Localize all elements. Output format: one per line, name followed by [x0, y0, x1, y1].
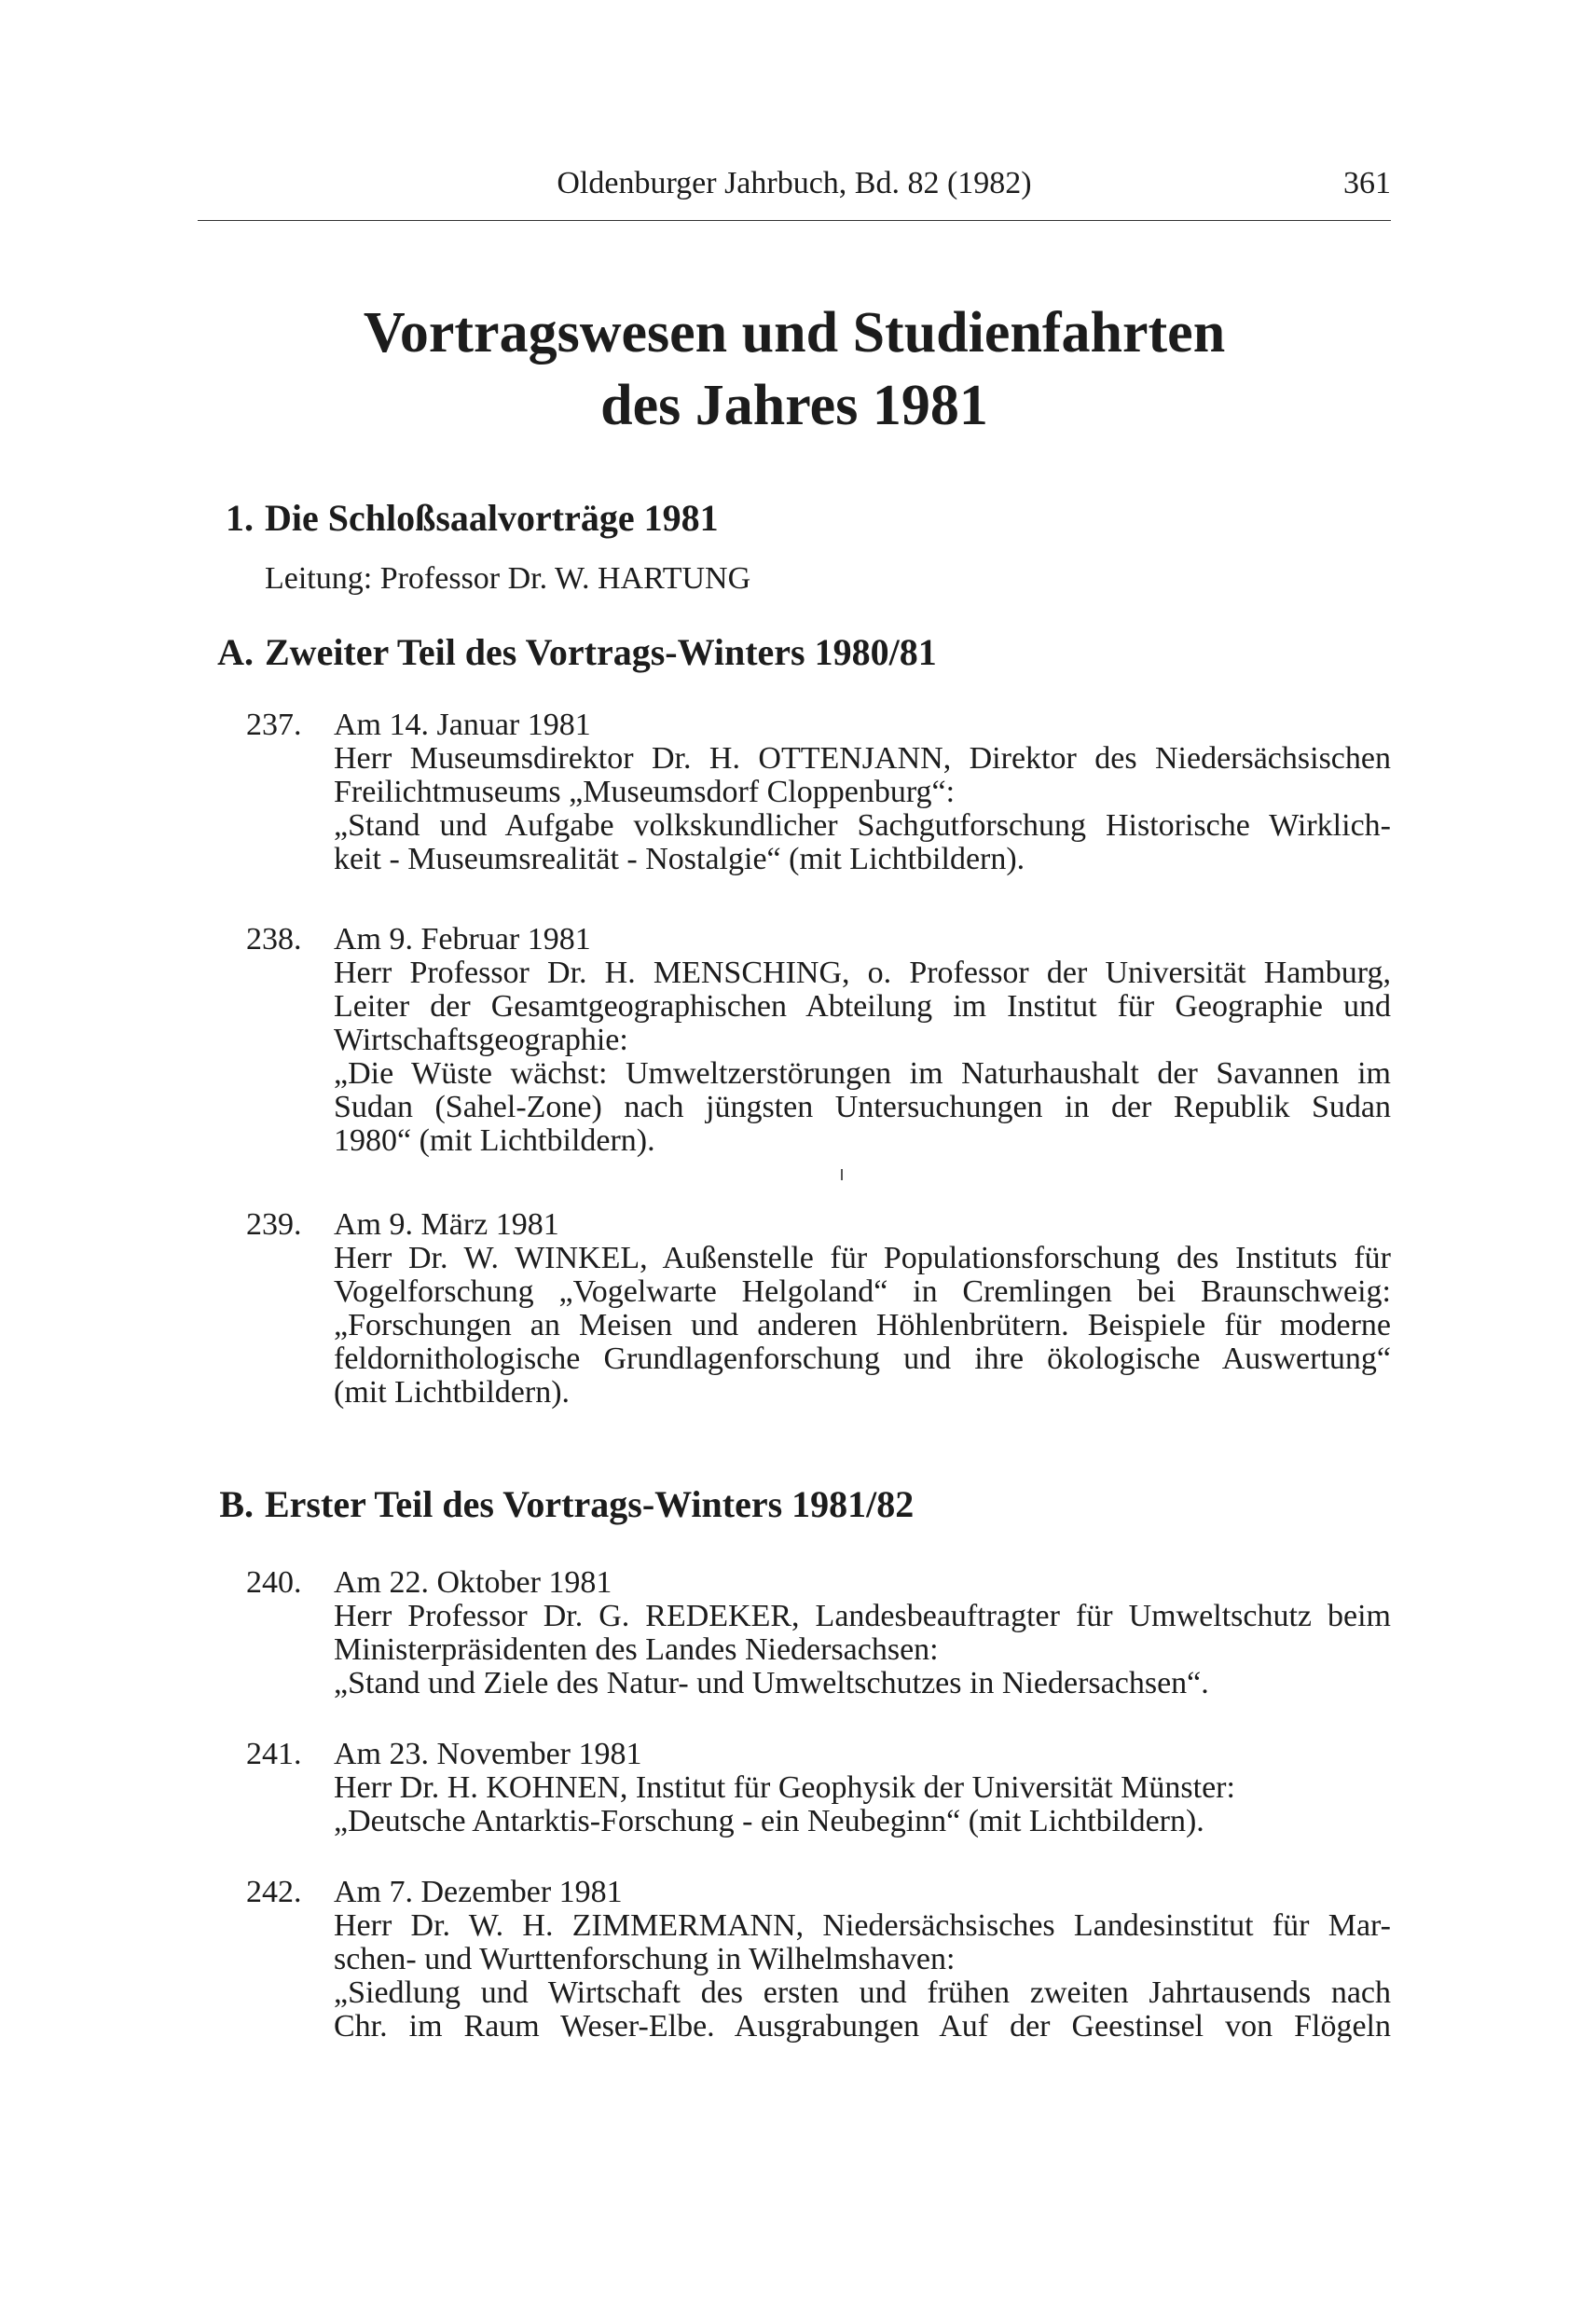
- running-head: [198, 166, 1391, 213]
- header-rule: [198, 220, 1391, 221]
- title-line-2: des Jahres 1981: [600, 374, 988, 437]
- entry-line: keit - Museumsrealität - Nostalgie“ (mit Lichtbildern).: [334, 842, 1025, 876]
- lecture-entry-239: [246, 1208, 1391, 1410]
- entry-number: 240.: [246, 1565, 302, 1600]
- title-line-1: Vortragswesen und Studienfahrten: [363, 301, 1226, 365]
- entry-line: Ministerpräsidenten des Landes Niedersachsen:: [334, 1632, 939, 1667]
- entry-line: Herr Dr. W. WINKEL, Außenstelle für Populationsforschung des Instituts für: [334, 1241, 1391, 1275]
- leitung-line: Leitung: Professor Dr. W. HARTUNG: [265, 561, 751, 596]
- section-title: Die Schloßsaalvorträge 1981: [265, 497, 719, 539]
- section-letter: B.: [219, 1483, 254, 1525]
- lecture-entry-242: [246, 1876, 1391, 2044]
- entry-line: Sudan (Sahel-Zone) nach jüngsten Untersuchungen in der Republik Sudan: [334, 1090, 1391, 1124]
- entry-line: Herr Museumsdirektor Dr. H. OTTENJANN, Direktor des Niedersächsischen: [334, 741, 1391, 776]
- section-number: 1.: [226, 497, 254, 539]
- entry-line: Leiter der Gesamtgeographischen Abteilung im Institut für Geographie und: [334, 989, 1391, 1024]
- entry-line: feldornithologische Grundlagenforschung und ihre ökologische Auswertung“: [334, 1342, 1391, 1376]
- entry-body: [334, 1876, 1391, 2044]
- entry-line: „Siedlung und Wirtschaft des ersten und frühen zweiten Jahrtausends nach: [334, 1975, 1391, 2010]
- lecture-entry-238: [246, 923, 1391, 1158]
- journal-title: Oldenburger Jahrbuch, Bd. 82 (1982): [557, 166, 1032, 200]
- entry-line: „Die Wüste wächst: Umweltzerstörungen im Naturhaushalt der Savannen im: [334, 1056, 1391, 1091]
- page-title: [198, 296, 1391, 442]
- lecture-entry-240: [246, 1566, 1391, 1700]
- entry-date: Am 22. Oktober 1981: [334, 1565, 612, 1600]
- entry-line: „Stand und Aufgabe volkskundlicher Sachgutforschung Historische Wirklich-: [334, 808, 1391, 843]
- entry-body: [334, 1208, 1391, 1410]
- lecture-entry-237: [246, 709, 1391, 876]
- entry-line: Herr Professor Dr. H. MENSCHING, o. Professor der Universität Hamburg,: [334, 956, 1391, 990]
- entry-number: 237.: [246, 708, 302, 742]
- entry-line: schen- und Wurttenforschung in Wilhelmshaven:: [334, 1942, 956, 1976]
- entry-line: (mit Lichtbildern).: [334, 1375, 571, 1410]
- entry-line: „Forschungen an Meisen und anderen Höhlenbrütern. Beispiele für moderne: [334, 1308, 1391, 1342]
- entry-number: 239.: [246, 1207, 302, 1242]
- section-title: Zweiter Teil des Vortrags-Winters 1980/81: [265, 631, 937, 673]
- entry-line: „Deutsche Antarktis-Forschung - ein Neubeginn“ (mit Lichtbildern).: [334, 1804, 1204, 1838]
- section-letter: A.: [217, 631, 254, 673]
- lecture-entry-241: [246, 1738, 1391, 1838]
- entry-date: Am 9. März 1981: [334, 1207, 559, 1242]
- section-heading-b: [198, 1482, 914, 1526]
- entry-line: 1980“ (mit Lichtbildern).: [334, 1123, 655, 1158]
- entry-body: [334, 1738, 1391, 1838]
- entry-body: [334, 1566, 1391, 1700]
- entry-date: Am 14. Januar 1981: [334, 708, 591, 742]
- entry-line: Vogelforschung „Vogelwarte Helgoland“ in Cremlingen bei Braunschweig:: [334, 1274, 1391, 1309]
- section-heading-1: [198, 496, 719, 540]
- entry-line: Herr Dr. W. H. ZIMMERMANN, Niedersächsisches Landesinstitut für Mar-: [334, 1908, 1391, 1943]
- entry-line: „Stand und Ziele des Natur- und Umweltschutzes in Niedersachsen“.: [334, 1666, 1209, 1700]
- entry-line: Herr Dr. H. KOHNEN, Institut für Geophysik der Universität Münster:: [334, 1770, 1235, 1805]
- scan-speck: [841, 1169, 843, 1180]
- entry-number: 242.: [246, 1875, 302, 1909]
- entry-line: Wirtschaftsgeographie:: [334, 1023, 628, 1057]
- entry-date: Am 7. Dezember 1981: [334, 1875, 623, 1909]
- section-heading-a: [198, 630, 937, 674]
- entry-line: Chr. im Raum Weser-Elbe. Ausgrabungen Auf der Geestinsel von Flögeln: [334, 2009, 1391, 2044]
- section-title: Erster Teil des Vortrags-Winters 1981/82: [265, 1483, 915, 1525]
- entry-body: [334, 709, 1391, 876]
- entry-line: Freilichtmuseums „Museumsdorf Cloppenburg“:: [334, 775, 956, 809]
- entry-body: [334, 923, 1391, 1158]
- entry-date: Am 9. Februar 1981: [334, 922, 591, 956]
- entry-number: 241.: [246, 1737, 302, 1771]
- entry-number: 238.: [246, 922, 302, 956]
- entry-date: Am 23. November 1981: [334, 1737, 642, 1771]
- page-number: 361: [1343, 166, 1391, 200]
- entry-line: Herr Professor Dr. G. REDEKER, Landesbeauftragter für Umweltschutz beim: [334, 1599, 1391, 1633]
